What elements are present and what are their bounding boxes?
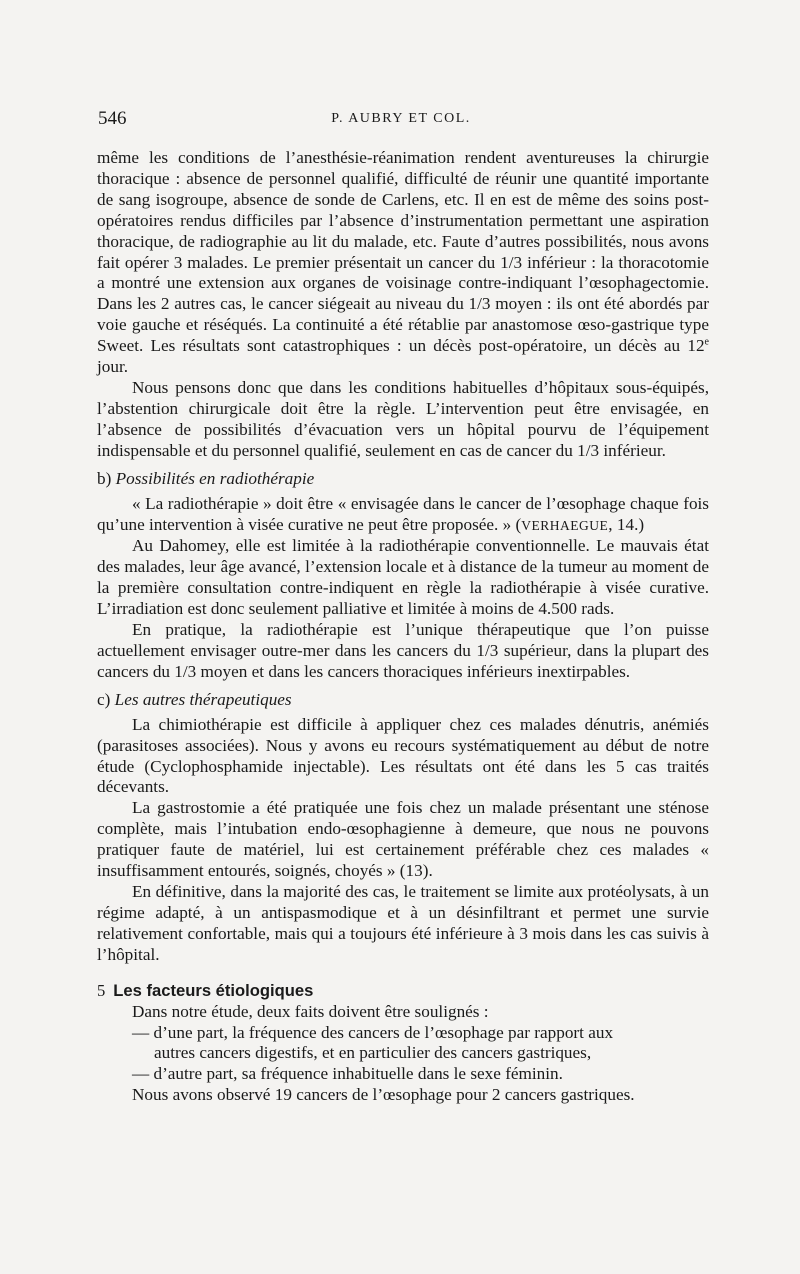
subheading-other-therapies: c) Les autres thérapeutiques — [97, 689, 292, 709]
paragraph-surgery-conditions: même les conditions de l’anesthésie-réanimation rendent aventureuses la chirurgie thoracique : absence de personnel qualifié, difficulté de réunir une quantité importante de sang isogroupe, absence de sonde de Carlens, etc. Il en est de même des soins post-opératoires rendus difficiles par l’absence d’instrumentation permettant une aspiration thoracique, de radiographie au lit du malade, etc. Faute d’autres possibilités, nous avons fait opérer 3 malades. Le premier présentait un cancer du 1/3 inférieur : la thoracotomie a montré une extension aux organes de voisinage contre-indiquant l’œsophagectomie. Dans les 2 autres cas, le cancer siégeait au niveau du 1/3 moyen : ils ont été abordés par voie gauche et réséqués. La continuité a été rétablie par anastomose œso-gastrique type Sweet. Les résultats sont catastrophiques : un décès post-opératoire, un décès au 12e jour. — [97, 148, 709, 377]
section-heading — [97, 980, 709, 1002]
author-citation: VERHAEGUE — [521, 517, 609, 533]
paragraph-quote: « La radiothérapie » doit être « envisagée dans le cancer de l’œsophage chaque fois qu’une intervention à visée curative ne peut être proposée. » (VERHAEGUE, 14.) — [97, 493, 709, 534]
paragraph-conclusion: En définitive, dans la majorité des cas, le traitement se limite aux protéolysats, à un régime adapté, à un antispasmodique et à un désinfiltrant et permet une survie relativement confortable, mais qui a toujours été inférieure à 3 mois dans les cas suivis à l’hôpital. — [97, 882, 709, 964]
section-number: 5 — [97, 980, 106, 1000]
section-title: Les facteurs étiologiques — [113, 980, 314, 1000]
subheading-radiotherapy: b) Possibilités en radiothérapie — [97, 468, 315, 488]
paragraph-study-facts: Dans notre étude, deux faits doivent être soulignés : — [132, 1001, 489, 1021]
page-header — [98, 108, 704, 132]
dash-item-1: — d’une part, la fréquence des cancers de l’œsophage par rapport aux — [132, 1022, 614, 1042]
dash-item-2: — d’autre part, sa fréquence inhabituelle dans le sexe féminin. — [132, 1064, 563, 1084]
paragraph-dahomey: Au Dahomey, elle est limitée à la radiothérapie conventionnelle. Le mauvais état des malades, leur âge avancé, l’extension locale et à distance de la tumeur au moment de la première consultation contre-indiquent en règle la radiothérapie à visée curative. L’irradiation est donc seulement palliative et limitée à moins de 4.500 rads. — [97, 536, 709, 619]
paragraph-observed: Nous avons observé 19 cancers de l’œsophage pour 2 cancers gastriques. — [132, 1085, 635, 1105]
page-number: 546 — [98, 108, 127, 129]
paragraph-gastrostomy: La gastrostomie a été pratiquée une fois chez un malade présentant une sténose complète, mais l’intubation endo-œsophagienne à demeure, que nous ne pouvons pratiquer faute de matériel, lui est certainement préférable chez ces malades « insuffisamment entourés, soignés, choyés » (13). — [97, 798, 709, 881]
running-head: P. AUBRY ET COL. — [331, 111, 471, 126]
dash-item-1-continued: autres cancers digestifs, et en particulier des cancers gastriques, — [154, 1043, 592, 1063]
paragraph-chemotherapy: La chimiothérapie est difficile à appliquer chez ces malades dénutris, anémiés (parasitoses associées). Nous y avons eu recours systématiquement au début de notre étude (Cyclophosphamide injectable). Les résultats ont été dans les 5 cas traités décevants. — [97, 714, 709, 797]
body-text — [97, 148, 709, 1106]
paragraph-abstention: Nous pensons donc que dans les conditions habituelles d’hôpitaux sous-équipés, l’abstention chirurgicale doit être la règle. L’intervention peut être envisagée, en l’absence de possibilités d’évacuation vers un hôpital pourvu de l’équipement indispensable et du personnel qualifié, seulement en cas de cancer du 1/3 inférieur. — [97, 377, 709, 460]
paragraph-practice: En pratique, la radiothérapie est l’unique thérapeutique que l’on puisse actuellement envisager outre-mer dans les cancers du 1/3 supérieur, dans la plupart des cancers du 1/3 moyen et dans les cancers thoraciques inférieurs inextirpables. — [97, 620, 709, 681]
superscript-e: e — [704, 336, 709, 348]
